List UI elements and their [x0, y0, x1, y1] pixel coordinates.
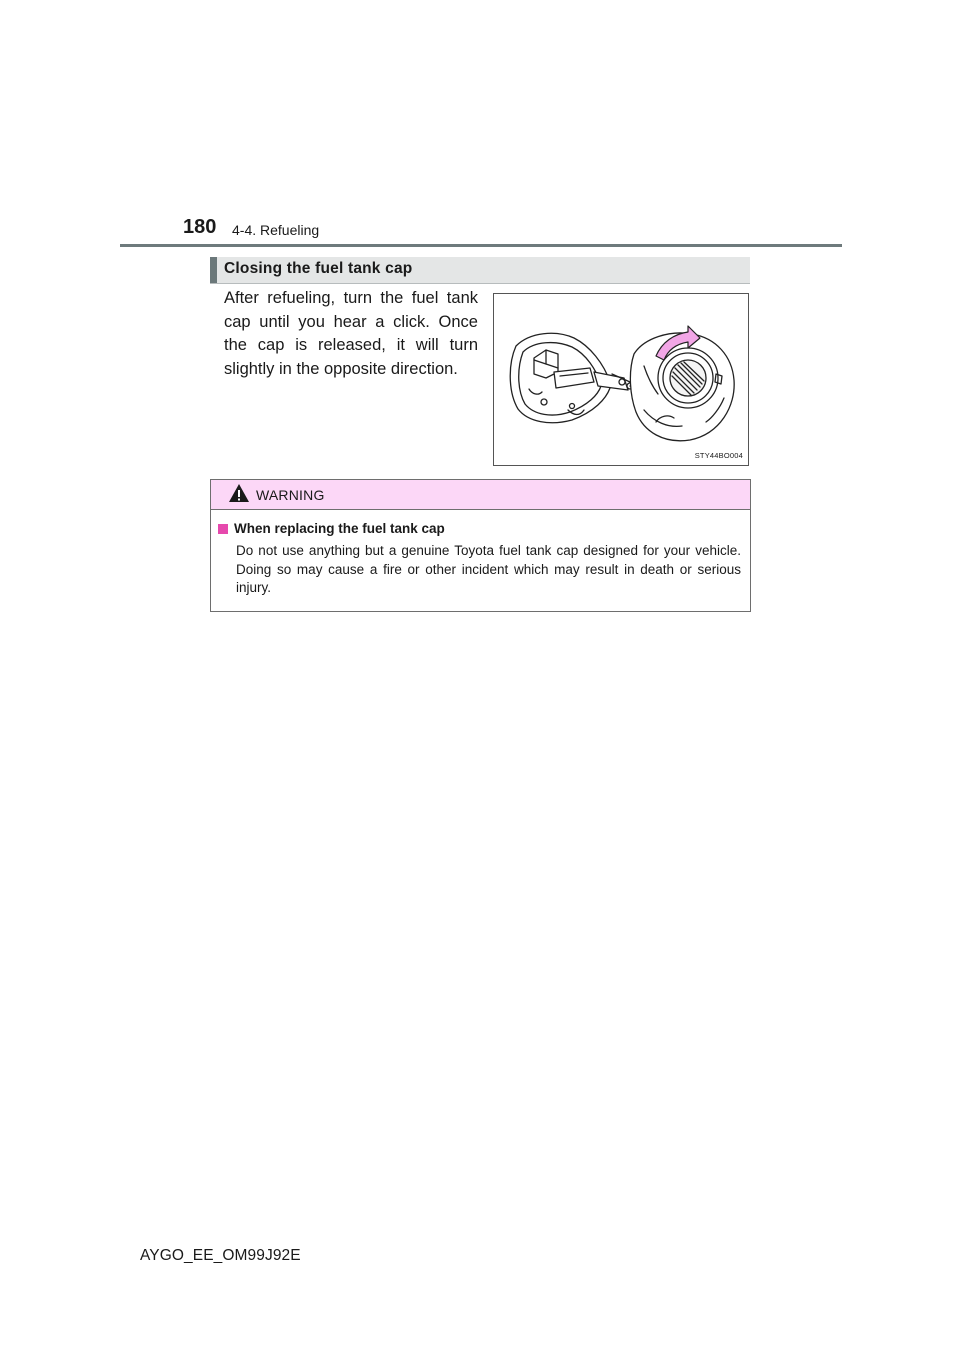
warning-label: WARNING	[256, 487, 325, 503]
warning-header	[211, 480, 750, 510]
page-number: 180	[183, 216, 217, 238]
warning-title	[218, 521, 445, 536]
warning-text: Do not use anything but a genuine Toyota fuel tank cap designed for your vehicle. Doing so may cause a fire or other incident which may result in death or serious injury.	[236, 543, 741, 595]
warning-box	[210, 479, 751, 612]
warning-triangle-icon	[228, 483, 250, 503]
section-label: 4-4. Refueling	[232, 222, 320, 238]
section-heading: Closing the fuel tank cap	[224, 260, 413, 277]
body-paragraph: After refueling, turn the fuel tank cap until you hear a click. Once the cap is released, it will turn slightly in the opposite direction.	[224, 289, 478, 378]
header-rule	[120, 244, 842, 247]
warning-title-text: When replacing the fuel tank cap	[234, 521, 445, 536]
section-heading-bar	[210, 257, 750, 284]
heading-tab	[210, 257, 217, 283]
figure-code: STY44BO004	[694, 451, 743, 460]
footer-doc-id: AYGO_EE_OM99J92E	[140, 1247, 301, 1264]
fuel-cap-illustration	[493, 293, 749, 466]
square-bullet-icon	[218, 524, 228, 534]
fuel-door-drawing	[494, 294, 750, 467]
